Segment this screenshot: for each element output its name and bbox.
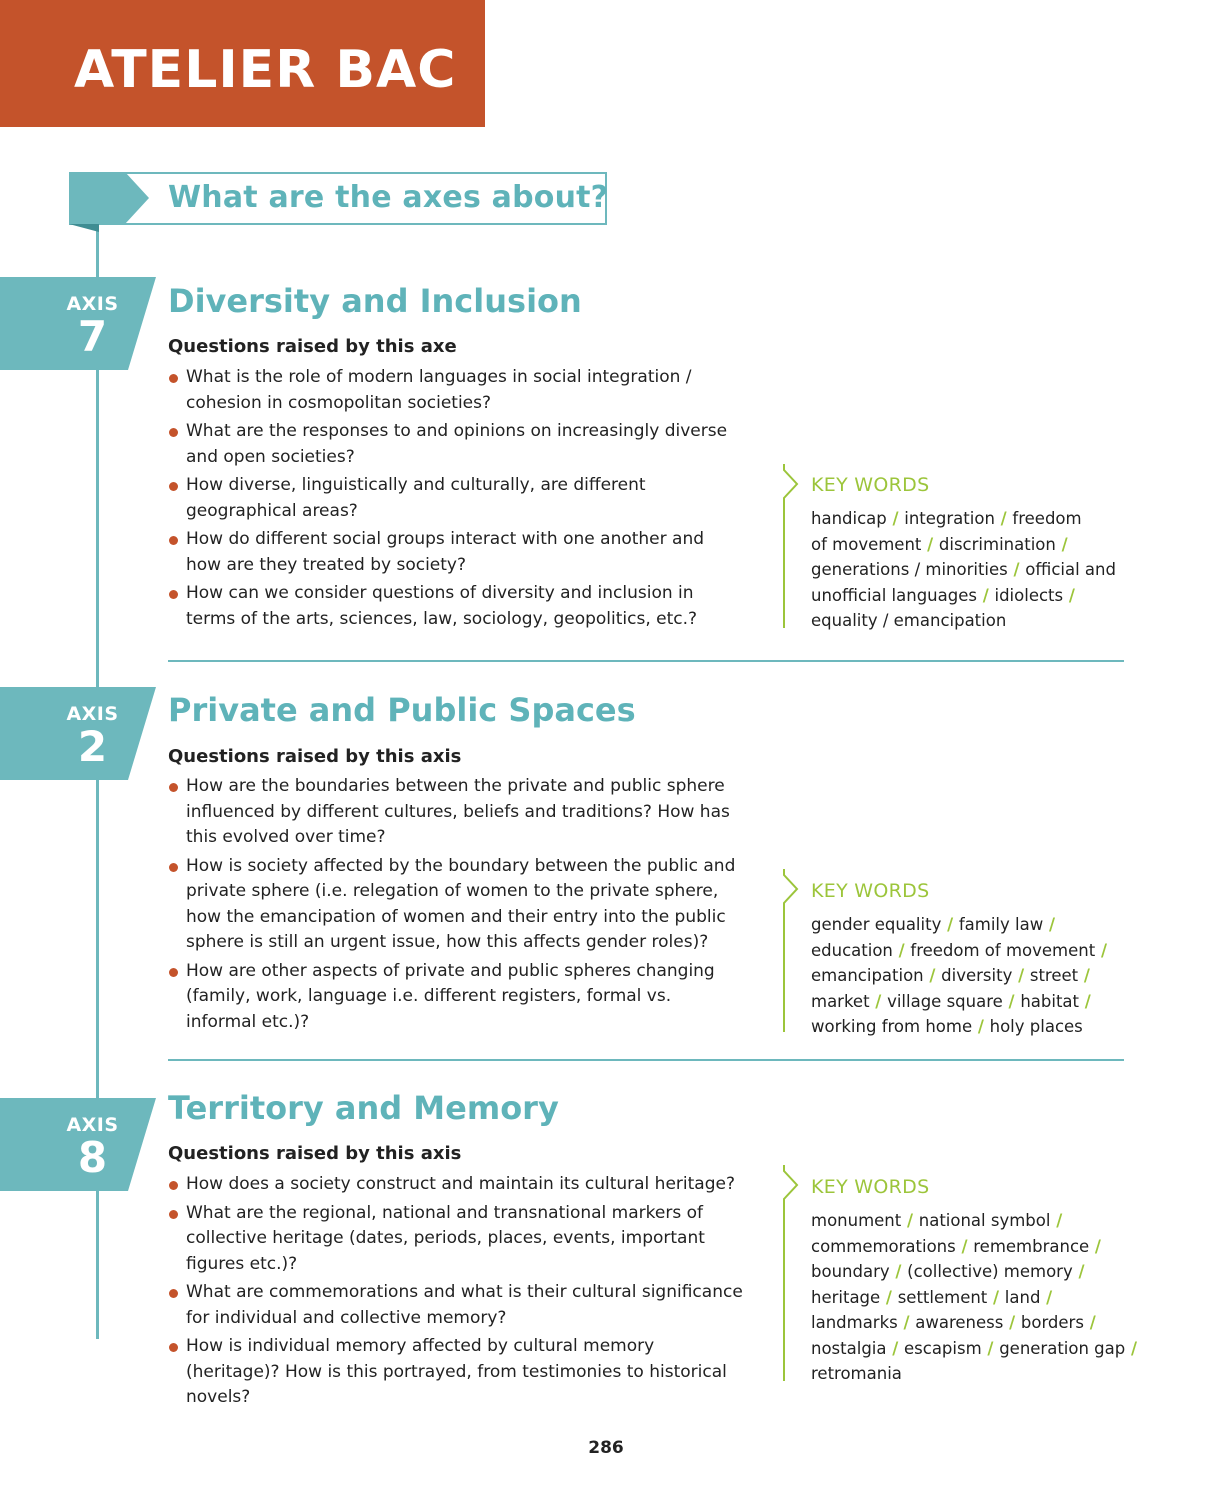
question-item: How can we consider questions of diversity and inclusion in terms of the arts, sciences, law, sociology, geopolitics, etc.? [168, 581, 743, 632]
keywords-bracket-icon [782, 464, 802, 628]
keywords-bracket-icon [782, 1165, 802, 1381]
keyword-line: landmarks / awareness / borders / [811, 1313, 1096, 1332]
keyword-line: handicap / integration / freedom [811, 509, 1082, 528]
bullet-icon [169, 968, 178, 977]
bullet-icon [169, 374, 178, 383]
keywords-list [811, 506, 1131, 634]
questions-heading: Questions raised by this axis [168, 746, 462, 767]
keywords-list [811, 1208, 1138, 1387]
page-number: 286 [588, 1438, 624, 1458]
question-item: How does a society construct and maintain its cultural heritage? [168, 1172, 743, 1198]
axis-number: 8 [77, 1133, 108, 1182]
question-item: How diverse, linguistically and culturally, are different geographical areas? [168, 473, 743, 524]
section-flag-icon [69, 172, 159, 234]
axis-number: 2 [77, 722, 108, 771]
keywords-title: KEY WORDS [811, 1176, 930, 1198]
bullet-icon [169, 783, 178, 792]
keyword-line: gender equality / family law / [811, 915, 1056, 934]
axis-title: Diversity and Inclusion [168, 282, 582, 320]
questions-list [168, 774, 743, 1038]
question-item: What is the role of modern languages in social integration / cohesion in cosmopolitan societies? [168, 365, 743, 416]
questions-list [168, 1172, 743, 1414]
keyword-line: education / freedom of movement / [811, 940, 1107, 960]
keyword-line: heritage / settlement / land / [811, 1287, 1053, 1307]
question-item: How are other aspects of private and public spheres changing (family, work, language i.e. different registers, formal vs. informal etc.)? [168, 959, 743, 1036]
keyword-line: of movement / discrimination / [811, 534, 1068, 554]
keywords-bracket-icon [782, 869, 802, 1032]
keyword-line: generations / minorities / official and [811, 560, 1116, 579]
axis-label: AXIS [66, 703, 119, 725]
keyword-line: unofficial languages / idiolects / [811, 585, 1075, 605]
keyword-line: market / village square / habitat / [811, 991, 1091, 1011]
axis-number: 7 [77, 312, 108, 361]
bullet-icon [169, 1343, 178, 1352]
keyword-line: equality / emancipation [811, 611, 1007, 630]
keywords-title: KEY WORDS [811, 474, 930, 496]
axis-title: Private and Public Spaces [168, 691, 636, 729]
axis-label: AXIS [66, 293, 119, 315]
bullet-icon [169, 1210, 178, 1219]
keywords-title: KEY WORDS [811, 880, 930, 902]
keyword-line: boundary / (collective) memory / [811, 1262, 1085, 1281]
keyword-line: nostalgia / escapism / generation gap / [811, 1338, 1138, 1358]
keyword-line: working from home / holy places [811, 1017, 1083, 1036]
questions-list [168, 365, 743, 635]
keyword-line: monument / national symbol / [811, 1211, 1063, 1230]
question-item: How do different social groups interact with one another and how are they treated by society? [168, 527, 743, 578]
keyword-line: retromania [811, 1364, 902, 1383]
bullet-icon [169, 1289, 178, 1298]
question-item: How is individual memory affected by cultural memory (heritage)? How is this portrayed, from testimonies to historical novels? [168, 1334, 743, 1411]
keywords-list [811, 912, 1131, 1040]
keyword-line: emancipation / diversity / street / [811, 966, 1090, 985]
question-item: How are the boundaries between the private and public sphere influenced by different cultures, beliefs and traditions? How has this evolved over time? [168, 774, 743, 851]
bullet-icon [169, 590, 178, 599]
bullet-icon [169, 536, 178, 545]
section-divider [168, 660, 1124, 662]
question-item: What are the responses to and opinions on increasingly diverse and open societies? [168, 419, 743, 470]
section-title: What are the axes about? [168, 180, 609, 215]
axis-title: Territory and Memory [168, 1089, 559, 1127]
page-title: ATELIER BAC [74, 40, 457, 100]
questions-heading: Questions raised by this axe [168, 336, 457, 357]
bullet-icon [169, 428, 178, 437]
bullet-icon [169, 482, 178, 491]
bullet-icon [169, 1181, 178, 1190]
bullet-icon [169, 863, 178, 872]
question-item: What are commemorations and what is their cultural significance for individual and collective memory? [168, 1280, 743, 1331]
keyword-line: commemorations / remembrance / [811, 1236, 1101, 1256]
axis-label: AXIS [66, 1114, 119, 1136]
question-item: What are the regional, national and transnational markers of collective heritage (dates, periods, places, events, important figures etc.)? [168, 1201, 743, 1278]
section-divider [168, 1059, 1124, 1061]
question-item: How is society affected by the boundary between the public and private sphere (i.e. relegation of women to the private sphere, how the emancipation of women and their entry into the public sphere is still an urgent issue, how this affects gender roles)? [168, 854, 743, 956]
questions-heading: Questions raised by this axis [168, 1143, 462, 1164]
